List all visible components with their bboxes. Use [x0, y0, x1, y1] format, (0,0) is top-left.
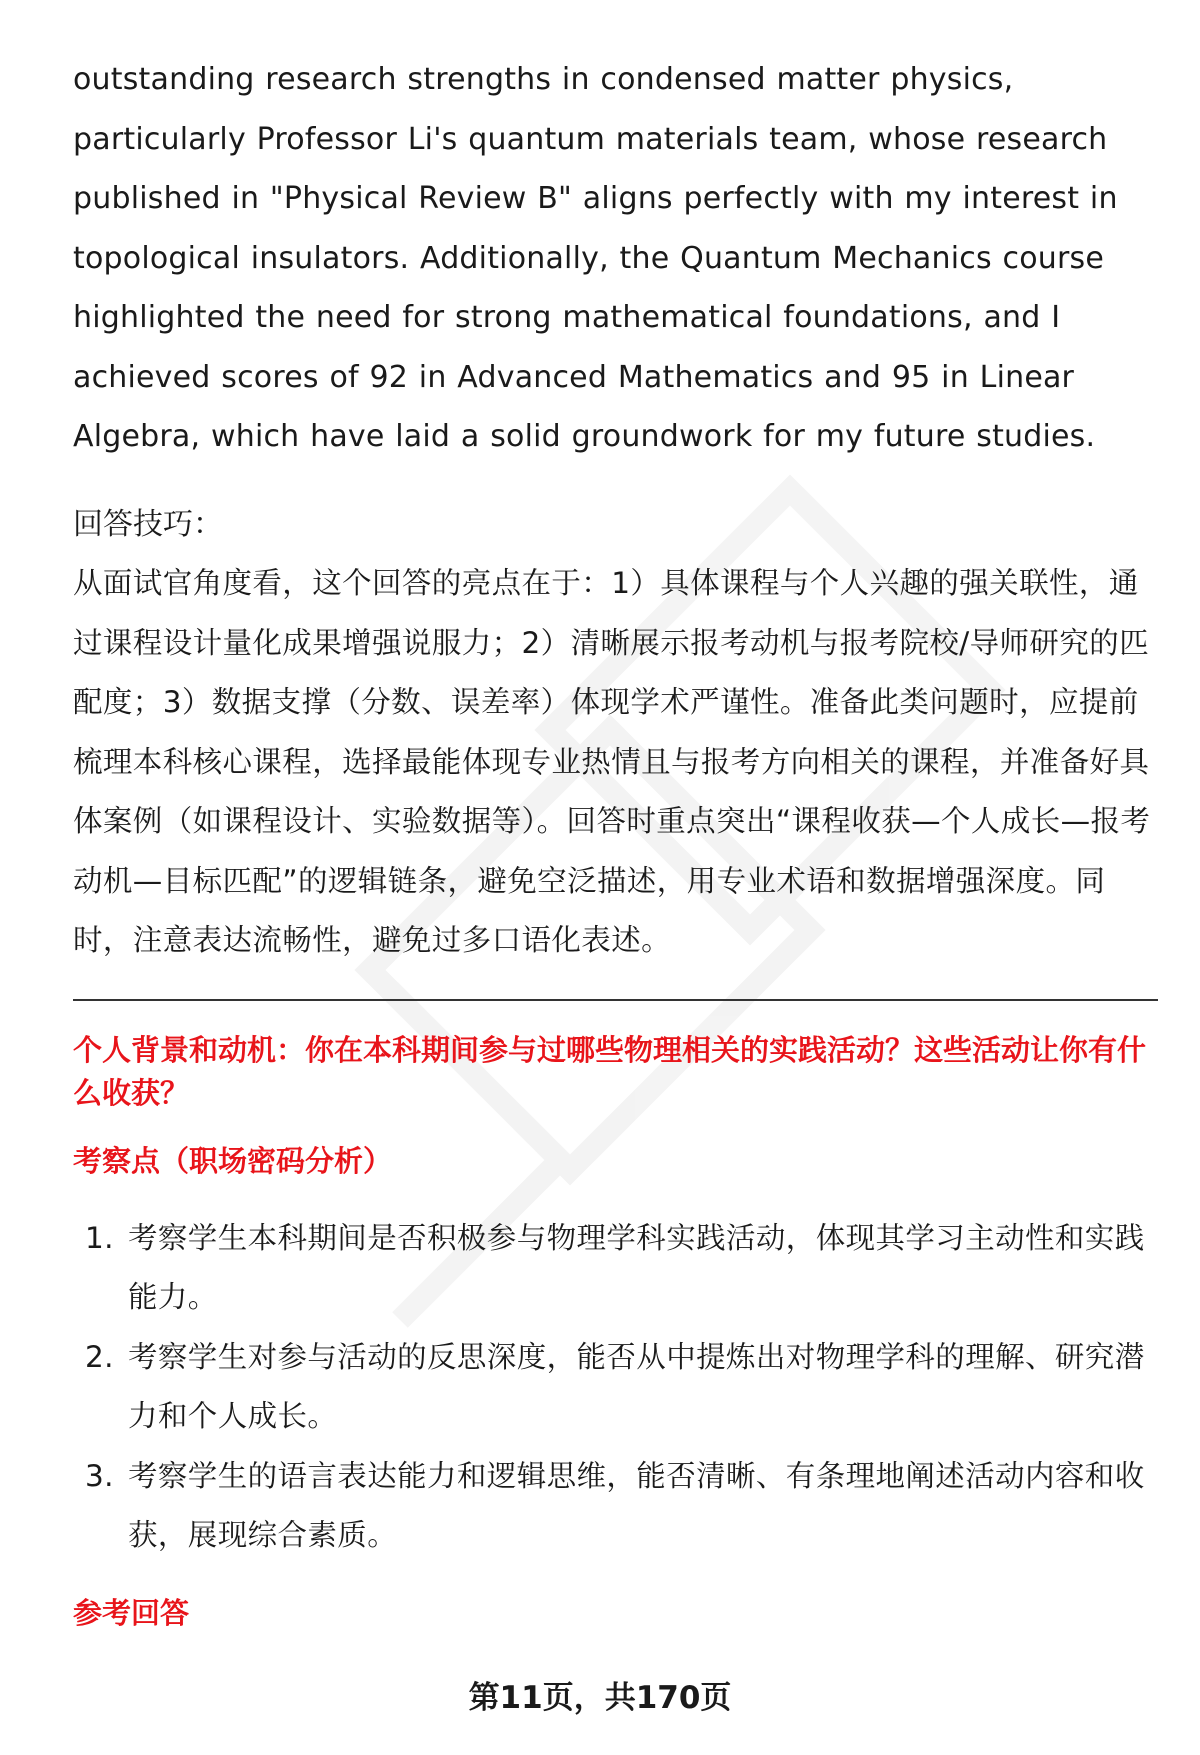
list-number: 2.: [85, 1339, 114, 1374]
question-heading: 个人背景和动机：你在本科期间参与过哪些物理相关的实践活动？这些活动让你有什么收获？: [73, 1032, 1147, 1110]
tips-body: 从面试官角度看，这个回答的亮点在于：1）具体课程与个人兴趣的强关联性，通过课程设计量化成果增强说服力；2）清晰展示报考动机与报考院校/导师研究的匹配度；3）数据支撑（分数、误差率）体现学术严谨性。准备此类问题时，应提前梳理本科核心课程，选择最能体现专业热情且与报考方向相关的课程，并准备好具体案例（如课程设计、实验数据等）。回答时重点突出“课程收获—个人成长—报考动机—目标匹配”的逻辑链条，避免空泛描述，用专业术语和数据增强深度。同时，注意表达流畅性，避免过多口语化表述。: [73, 566, 1151, 957]
section-divider: [73, 999, 1158, 1001]
list-text: 考察学生对参与活动的反思深度，能否从中提炼出对物理学科的理解、研究潜力和个人成长。: [128, 1339, 1145, 1433]
points-list: [73, 1209, 1158, 1566]
list-item: [73, 1328, 1158, 1447]
list-text: 考察学生的语言表达能力和逻辑思维，能否清晰、有条理地阐述活动内容和收获，展现综合素质。: [128, 1458, 1145, 1552]
list-number: 1.: [85, 1220, 114, 1255]
intro-paragraph: outstanding research strengths in condensed matter physics, particularly Professor Li's quantum materials team, whose research published in "Physical Review B" aligns perfectly with my interest in topological insulators. Additionally, the Quantum Mechanics course highlighted the need for strong mathematical foundations, and I achieved scores of 92 in Advanced Mathematics and 95 in Linear Algebra, which have laid a solid groundwork for my future studies.: [73, 62, 1118, 454]
document-page: [73, 50, 1158, 1638]
list-item: [73, 1447, 1158, 1566]
list-number: 3.: [85, 1458, 114, 1493]
tips-label: 回答技巧：: [73, 506, 223, 542]
list-item: [73, 1209, 1158, 1328]
list-text: 考察学生本科期间是否积极参与物理学科实践活动，体现其学习主动性和实践能力。: [128, 1220, 1145, 1314]
page-number-footer: 第11页，共170页: [468, 1680, 732, 1716]
points-label: 考察点（职场密码分析）: [73, 1143, 393, 1178]
reference-answer-label: 参考回答: [73, 1595, 190, 1630]
